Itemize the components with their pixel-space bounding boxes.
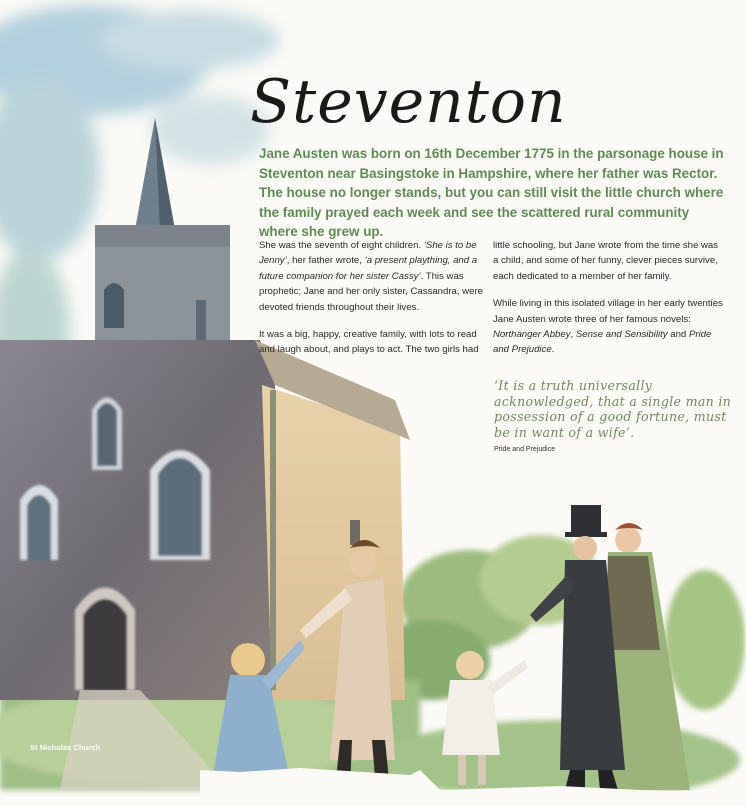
pull-quote: ‘It is a truth universally acknowledged, that a single man in possession of a good fortune, must be in want of a wife’. xyxy=(494,378,732,440)
paragraph-1: She was the seventh of eight children. ‘She is to be Jenny’, her father wrote, ‘a present plaything, and a future companion for her sister Cassy’. This was prophetic; Jane and her only sister, Cassandra, were devoted friends throughout their lives. xyxy=(259,240,483,313)
column-left xyxy=(259,238,484,370)
page-title: Steventon xyxy=(250,67,567,137)
paragraph-4: While living in this isolated village in her early twenties Jane Austen wrote three of her famous novels: Northanger Abbey, Sense and Sensibility and Pride and Prejudice. xyxy=(493,298,723,356)
intro-paragraph: Jane Austen was born on 16th December 1775 in the parsonage house in Steventon near Basingstoke in Hampshire, where her father was Rector. The house no longer stands, but you can still visit the little church where the family prayed each week and see the scattered rural community where she grew up. xyxy=(259,146,724,240)
image-caption: St Nicholas Church xyxy=(30,743,101,752)
quote-source: Pride and Prejudice xyxy=(494,446,556,453)
background-trees xyxy=(370,535,745,710)
column-right xyxy=(493,238,725,370)
paragraph-2: It was a big, happy, creative family, with lots to read and laugh about, and plays to act. The two girls had xyxy=(259,329,479,356)
paragraph-3: little schooling, but Jane wrote from the time she was a child, and some of her funny, clever pieces survive, each dedicated to a member of her family. xyxy=(493,240,719,282)
